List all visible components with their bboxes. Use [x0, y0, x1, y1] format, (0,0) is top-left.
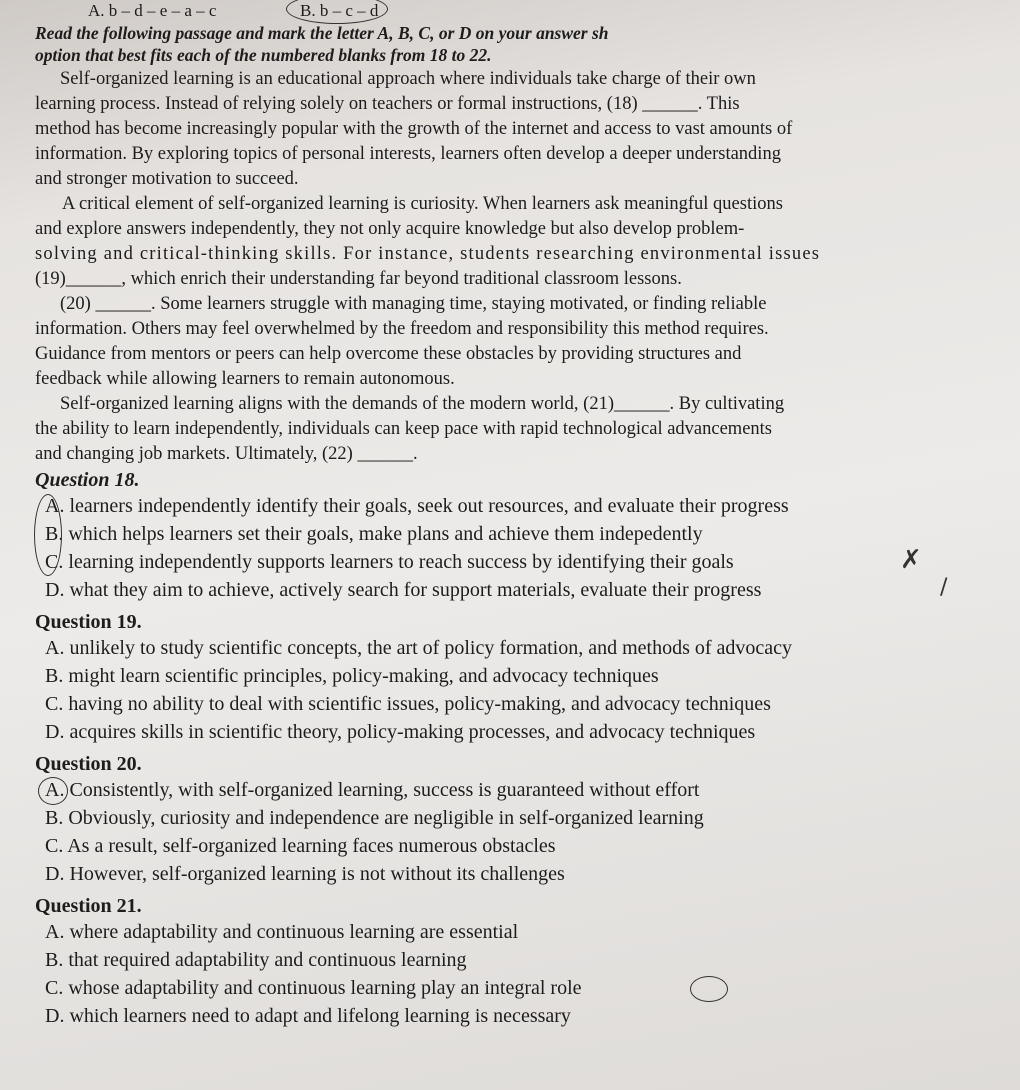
option-b[interactable]: B. which helps learners set their goals, make plans and achieve them indepedently [45, 523, 703, 545]
passage-line: and explore answers independently, they not only acquire knowledge but also develop problem- [35, 219, 745, 239]
passage-line: and changing job markets. Ultimately, (22) ______. [35, 444, 418, 464]
slash-mark-icon: / [940, 575, 948, 600]
pen-circle [38, 777, 68, 805]
passage-line: A critical element of self-organized learning is curiosity. When learners ask meaningful questions [62, 194, 783, 214]
question-label: Question 19. [35, 611, 142, 633]
option-d[interactable]: D. which learners need to adapt and lifelong learning is necessary [45, 1005, 571, 1027]
passage-line: the ability to learn independently, individuals can keep pace with rapid technological advancements [35, 419, 773, 439]
option-a[interactable]: A. Consistently, with self-organized learning, success is guaranteed without effort [45, 779, 700, 801]
question-label: Question 18. [35, 469, 140, 491]
option-a[interactable]: A. unlikely to study scientific concepts, the art of policy formation, and methods of advocacy [45, 637, 793, 659]
instructions-line-2: option that best fits each of the numbered blanks from 18 to 22. [35, 45, 492, 65]
option-c[interactable]: C. whose adaptability and continuous learning play an integral role [45, 977, 582, 999]
pen-circle [690, 976, 728, 1002]
passage-line: information. By exploring topics of personal interests, learners often develop a deeper understanding [35, 144, 781, 164]
cross-mark-icon: ✗ [900, 545, 922, 575]
option-c[interactable]: C. having no ability to deal with scientific issues, policy-making, and advocacy techniques [45, 693, 771, 715]
option-b[interactable]: B. Obviously, curiosity and independence are negligible in self-organized learning [45, 807, 704, 829]
previous-answer-b: B. b – c – d [300, 1, 379, 20]
option-a[interactable]: A. learners independently identify their goals, seek out resources, and evaluate their progress [45, 495, 789, 517]
option-d[interactable]: D. acquires skills in scientific theory, policy-making processes, and advocacy techniques [45, 721, 756, 743]
passage-line: solving and critical-thinking skills. For instance, students researching environmental issues [35, 244, 821, 264]
passage-line: Guidance from mentors or peers can help overcome these obstacles by providing structures and [35, 344, 742, 364]
instructions-line-1: Read the following passage and mark the letter A, B, C, or D on your answer sh [35, 23, 609, 43]
passage-line: Self-organized learning is an educational approach where individuals take charge of their own [60, 69, 756, 89]
passage-line: (19)______, which enrich their understanding far beyond traditional classroom lessons. [35, 269, 682, 289]
option-b[interactable]: B. might learn scientific principles, policy-making, and advocacy techniques [45, 665, 659, 687]
option-b[interactable]: B. that required adaptability and continuous learning [45, 949, 467, 971]
pen-circle [34, 494, 62, 576]
question-label: Question 21. [35, 895, 142, 917]
option-c[interactable]: C. As a result, self-organized learning faces numerous obstacles [45, 835, 556, 857]
passage-line: and stronger motivation to succeed. [35, 169, 299, 189]
question-label: Question 20. [35, 753, 142, 775]
option-c[interactable]: C. learning independently supports learners to reach success by identifying their goals [45, 551, 734, 573]
passage-line: learning process. Instead of relying solely on teachers or formal instructions, (18) ______. This [35, 94, 740, 114]
passage-line: Self-organized learning aligns with the demands of the modern world, (21)______. By cultivating [60, 394, 785, 414]
option-d[interactable]: D. However, self-organized learning is not without its challenges [45, 863, 565, 885]
passage-line: information. Others may feel overwhelmed by the freedom and responsibility this method requires. [35, 319, 769, 339]
passage-line: (20) ______. Some learners struggle with managing time, staying motivated, or finding reliable [60, 294, 767, 314]
previous-answer-a: A. b – d – e – a – c [88, 1, 217, 20]
passage-line: method has become increasingly popular with the growth of the internet and access to vast amounts of [35, 119, 793, 139]
passage-line: feedback while allowing learners to remain autonomous. [35, 369, 455, 389]
option-a[interactable]: A. where adaptability and continuous learning are essential [45, 921, 519, 943]
option-d[interactable]: D. what they aim to achieve, actively search for support materials, evaluate their progress [45, 579, 762, 601]
